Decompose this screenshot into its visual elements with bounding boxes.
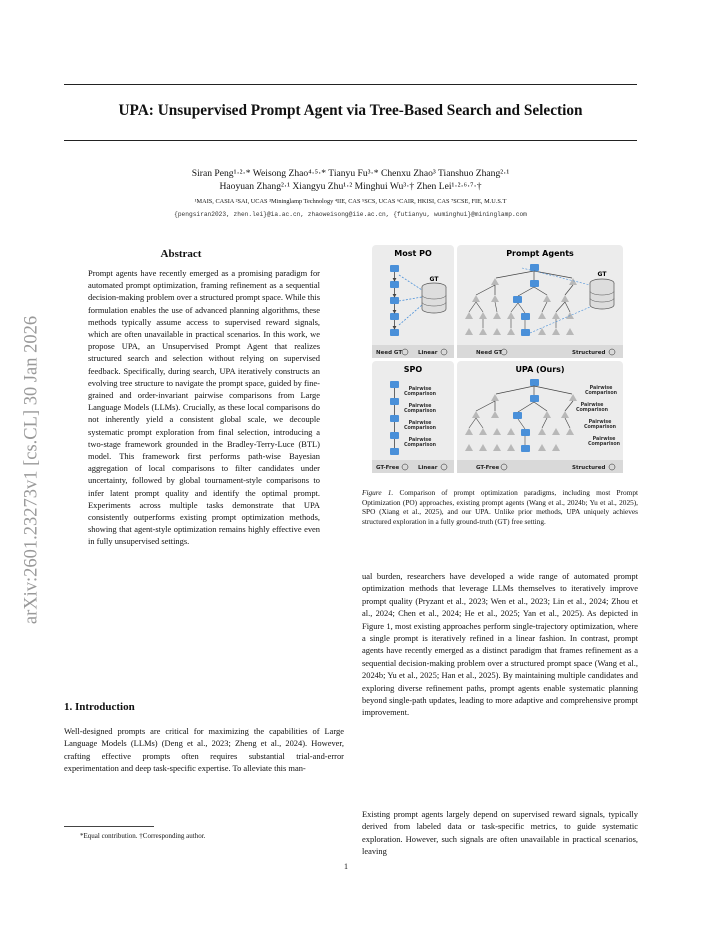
abstract-heading: Abstract: [160, 248, 202, 260]
arxiv-stamp-text: arXiv:2601.23273v1 [cs.CL] 30 Jan 2026: [21, 315, 42, 625]
panel-title-spo: SPO: [403, 365, 423, 374]
paper-title: UPA: Unsupervised Prompt Agent via Tree-Based Search and Selection: [118, 102, 583, 119]
figure-1: [372, 245, 623, 473]
svg-text:Pairwise: Pairwise: [589, 386, 613, 391]
agents-structured: Structured: [572, 350, 606, 356]
svg-text:GT: GT: [429, 276, 439, 283]
intro-paragraph-1: Well-designed prompts are critical for maximizing the capabilities of Large Language Models (LLMs) (Deng et al., 2023; Zheng et al., 2024). However, crafting effective prompts often requires substantial trial-and-error experimentation and deep task-specific expertise. To alleviate this man-: [64, 726, 344, 774]
footnote-rule: [64, 826, 154, 827]
most-po-need-gt: Need GT: [376, 350, 403, 356]
footnote: *Equal contribution. †Corresponding author.: [80, 832, 206, 840]
svg-text:GT: GT: [597, 271, 607, 278]
affiliations: ¹MAIS, CASIA ²SAI, UCAS ³Mininglamp Technology ⁴IIE, CAS ⁵SCS, UCAS ⁶CAIR, HKISI, CAS ⁷SCSE, FIE, M.U.S.T: [194, 198, 507, 205]
figure-1-svg: [372, 245, 623, 473]
svg-text:Comparison: Comparison: [575, 408, 609, 413]
svg-text:Comparison: Comparison: [403, 392, 437, 397]
svg-text:Comparison: Comparison: [403, 409, 437, 414]
svg-text:Comparison: Comparison: [403, 426, 437, 431]
figure-caption-text: Comparison of prompt optimization paradigms, including most Prompt Optimization (PO) approaches, existing prompt agents (Wang et al., 2024b; Yu et al., 2025), SPO (Xiang et al., 2025), and our UPA. Unlike prior methods, UPA uniquely achieves structured exploration in a fully ground-truth (GT) free setting.: [362, 488, 639, 526]
figure-caption: [362, 488, 638, 526]
section-heading: 1. Introduction: [64, 701, 135, 713]
emails: {pengsiran2023, zhen.lei}@ia.ac.cn, zhaoweisong@iie.ac.cn, {futianyu, wuminghui}@mininglamp.com: [174, 211, 527, 218]
right-paragraph-2: Existing prompt agents largely depend on supervised reward signals, typically derived from labeled data or task-specific metrics, to guide systematic exploration. However, such signals are often unavailable in practical scenarios, leaving: [362, 809, 638, 857]
authors: [64, 168, 637, 193]
svg-text:Comparison: Comparison: [587, 442, 621, 447]
svg-text:Pairwise: Pairwise: [580, 403, 604, 408]
arxiv-stamp: [10, 260, 54, 680]
agents-need-gt: Need GT: [476, 350, 503, 356]
panel-upa: [457, 361, 623, 473]
svg-text:Pairwise: Pairwise: [592, 437, 616, 442]
panel-spo: [372, 361, 454, 473]
svg-text:Pairwise: Pairwise: [408, 404, 432, 409]
most-po-linear: Linear: [418, 350, 438, 356]
spo-gt-free: GT-Free: [376, 465, 400, 471]
svg-text:Comparison: Comparison: [403, 443, 437, 448]
figure-caption-label: Figure 1.: [362, 488, 394, 497]
svg-text:Pairwise: Pairwise: [408, 438, 432, 443]
title-bottom-rule: [64, 140, 637, 141]
abstract-body: Prompt agents have recently emerged as a promising paradigm for automated prompt optimization, framing refinement as a sequential decision-making problem over a structured prompt space. While this formulation enables the use of advanced planning algorithms, these methods typically assume access to supervised reward signals, which are often unavailable in practical scenarios. In this work, we propose UPA, an Unsupervised Prompt Agent that realizes structured search and selection without relying on supervised feedback. Specifically, during search, UPA iteratively constructs an evolving tree structure to navigate the prompt space, guided by fine-grained and order-invariant pairwise comparisons from Large Language Models (LLMs). Crucially, as these local comparisons do not inherently yield a consistent global scale, we decouple systematic prompt exploration from final selection, introducing a two-stage framework grounded in the Bradley-Terry-Luce (BTL) model. This framework first performs path-wise Bayesian aggregation of local comparisons to filter candidates under uncertainty, followed by global tournament-style comparisons to infer latent prompt quality and identify the optimal prompt. Experiments across multiple tasks demonstrate that UPA consistently outperforms existing prompt optimization methods, showing that agent-style optimization remains highly effective even in fully unsupervised settings.: [88, 268, 320, 547]
panel-title-prompt-agents: Prompt Agents: [506, 249, 574, 258]
upa-structured: Structured: [572, 465, 606, 471]
svg-text:Pairwise: Pairwise: [588, 420, 612, 425]
svg-text:Comparison: Comparison: [584, 391, 618, 396]
authors-line-2: Haoyuan Zhang²·¹ Xiangyu Zhu¹·² Minghui Wu³·† Zhen Lei¹·²·⁶·⁷·†: [219, 180, 482, 192]
right-paragraph-1: ual burden, researchers have developed a wide range of automated prompt optimization methods that leverage LLMs themselves to iteratively improve prompt quality (Pryzant et al., 2023; Wen et al., 2023; Lin et al., 2024; Zhou et al., 2024; Chen et al., 2024; He et al., 2025; Yan et al., 2025). As depicted in Figure 1, most existing approaches perform single-trajectory optimization, where a single prompt is iteratively refined in a linear fashion. In contrast, prompt agents have recently emerged as a distinct paradigm that frames refinement as a sequential decision-making problem over a structured prompt space (Wang et al., 2024b; Yu et al., 2025; Han et al., 2025). By maintaining multiple candidates and exploring diverse refinement paths, prompt agents enable systematic planning beyond single-path updates, leading to more adaptive and comprehensive prompt improvement.: [362, 571, 638, 718]
panel-title-upa: UPA (Ours): [515, 365, 565, 374]
authors-line-1: Siran Peng¹·²·* Weisong Zhao⁴·⁵·* Tianyu Fu³·* Chenxu Zhao³ Tianshuo Zhang²·¹: [191, 168, 510, 179]
page-number: 1: [344, 862, 348, 871]
panel-title-most-po: Most PO: [394, 249, 432, 258]
top-rule: [64, 84, 637, 85]
svg-text:Comparison: Comparison: [583, 425, 617, 430]
svg-text:Pairwise: Pairwise: [408, 387, 432, 392]
svg-text:Pairwise: Pairwise: [408, 421, 432, 426]
upa-gt-free: GT-Free: [476, 465, 500, 471]
spo-linear: Linear: [418, 465, 438, 471]
